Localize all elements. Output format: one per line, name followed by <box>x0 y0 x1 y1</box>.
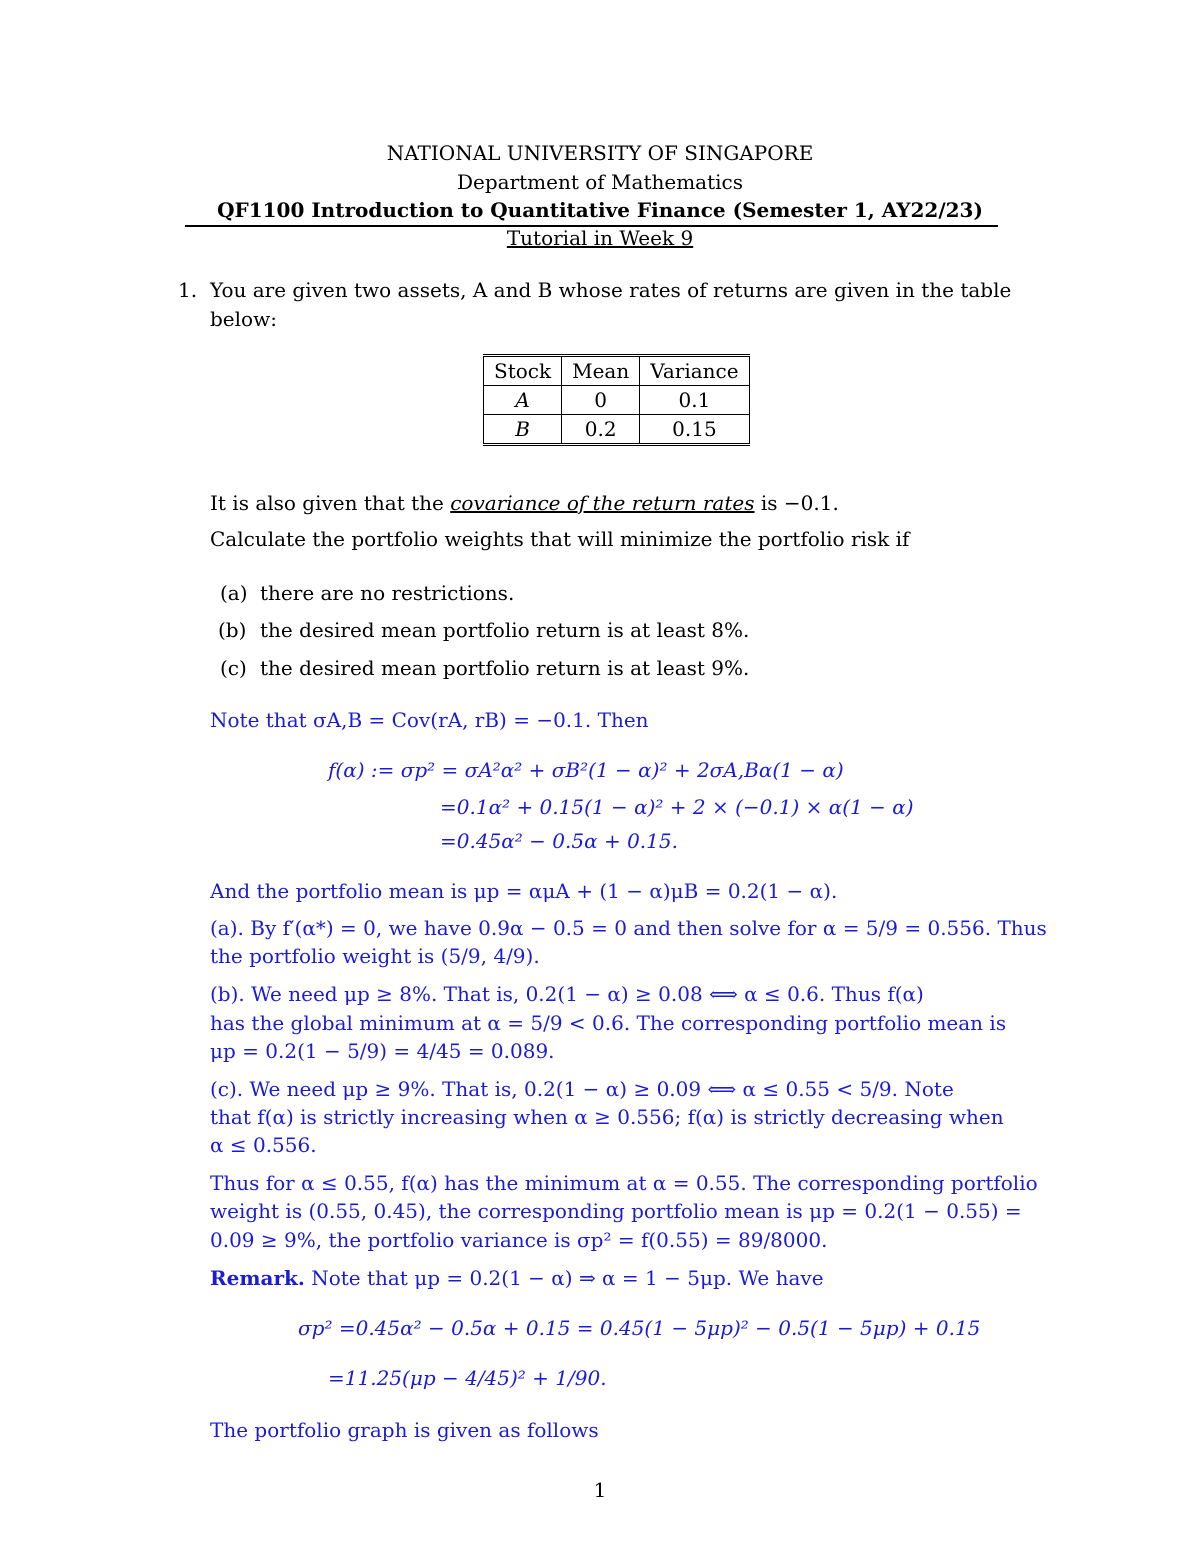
cov-post: is −0.1. <box>754 491 839 515</box>
part-c-label: (c) <box>220 656 247 680</box>
table-header-cell: Stock <box>484 356 562 386</box>
table-row <box>484 415 750 445</box>
remark-equation-1: σp² =0.45α² − 0.5α + 0.15 = 0.45(1 − 5μp)² − 0.5(1 − 5μp) + 0.15 <box>298 1316 981 1340</box>
remark-equation-2: =11.25(μp − 4/45)² + 1/90. <box>328 1366 607 1390</box>
tutorial-title-text: Tutorial in Week 9 <box>506 226 694 250</box>
remark-label: Remark. <box>210 1266 305 1290</box>
question-intro-line1: You are given two assets, A and B whose rates of returns are given in the table <box>210 278 1012 302</box>
conclusion-line-2: weight is (0.55, 0.45), the corresponding portfolio mean is μp = 0.2(1 − 0.55) = <box>210 1199 1022 1223</box>
tutorial-title <box>0 226 1200 250</box>
equation-line-2: =0.1α² + 0.15(1 − α)² + 2 × (−0.1) × α(1 − α) <box>440 795 914 819</box>
university-title: NATIONAL UNIVERSITY OF SINGAPORE <box>386 141 814 165</box>
conclusion-line-1: Thus for α ≤ 0.55, f(α) has the minimum at α = 0.55. The corresponding portfolio <box>210 1171 1038 1195</box>
equation-line-1: f(α) := σp² = σA²α² + σB²(1 − α)² + 2σA,Bα(1 − α) <box>328 758 844 782</box>
question-number: 1. <box>178 278 198 302</box>
remark-text: Note that μp = 0.2(1 − α) ⇒ α = 1 − 5μp. We have <box>311 1266 824 1290</box>
table-header-row <box>484 356 750 386</box>
question-intro-line2: below: <box>210 307 277 331</box>
calculate-line: Calculate the portfolio weights that will minimize the portfolio risk if <box>210 527 910 551</box>
table-header-cell: Variance <box>640 356 749 386</box>
remark-line <box>210 1266 824 1290</box>
part-b-label: (b) <box>218 618 247 642</box>
solution-note: Note that σA,B = Cov(rA, rB) = −0.1. Then <box>210 708 649 732</box>
returns-table <box>483 354 750 446</box>
table-cell: A <box>484 386 562 415</box>
part-b-solution-2: has the global minimum at α = 5/9 < 0.6. The corresponding portfolio mean is <box>210 1011 1007 1035</box>
conclusion-line-3: 0.09 ≥ 9%, the portfolio variance is σp² = f(0.55) = 89/8000. <box>210 1228 828 1252</box>
part-a-text: there are no restrictions. <box>260 581 515 605</box>
table-cell: 0.1 <box>640 386 749 415</box>
graph-intro-line: The portfolio graph is given as follows <box>210 1418 599 1442</box>
part-c-text: the desired mean portfolio return is at least 9%. <box>260 656 750 680</box>
part-c-solution-2: that f(α) is strictly increasing when α ≥ 0.556; f(α) is strictly decreasing when <box>210 1105 1004 1129</box>
part-b-solution-1: (b). We need μp ≥ 8%. That is, 0.2(1 − α) ≥ 0.08 ⟺ α ≤ 0.6. Thus f(α) <box>210 982 924 1006</box>
page-number: 1 <box>593 1478 607 1502</box>
part-a-label: (a) <box>220 581 248 605</box>
cov-pre: It is also given that the <box>210 491 451 515</box>
table-row <box>484 386 750 415</box>
part-a-solution-2: the portfolio weight is (5/9, 4/9). <box>210 944 540 968</box>
table-cell: 0.15 <box>640 415 749 445</box>
table-header-cell: Mean <box>562 356 640 386</box>
equation-line-3: =0.45α² − 0.5α + 0.15. <box>440 829 678 853</box>
part-b-solution-3: μp = 0.2(1 − 5/9) = 4/45 = 0.089. <box>210 1039 555 1063</box>
table-cell: 0 <box>562 386 640 415</box>
part-b-text: the desired mean portfolio return is at least 8%. <box>260 618 750 642</box>
part-a-solution-1: (a). By f′(α*) = 0, we have 0.9α − 0.5 = 0 and then solve for α = 5/9 = 0.556. Thus <box>210 916 1047 940</box>
department-title: Department of Mathematics <box>456 170 743 194</box>
table-cell: B <box>484 415 562 445</box>
course-title: QF1100 Introduction to Quantitative Finance (Semester 1, AY22/23) <box>217 198 983 222</box>
cov-emphasis: covariance of the return rates <box>450 491 755 515</box>
covariance-line <box>210 491 839 515</box>
table-cell: 0.2 <box>562 415 640 445</box>
part-c-solution-3: α ≤ 0.556. <box>210 1133 317 1157</box>
portfolio-mean-line: And the portfolio mean is μp = αμA + (1 − α)μB = 0.2(1 − α). <box>210 879 838 903</box>
part-c-solution-1: (c). We need μp ≥ 9%. That is, 0.2(1 − α) ≥ 0.09 ⟺ α ≤ 0.55 < 5/9. Note <box>210 1077 954 1101</box>
